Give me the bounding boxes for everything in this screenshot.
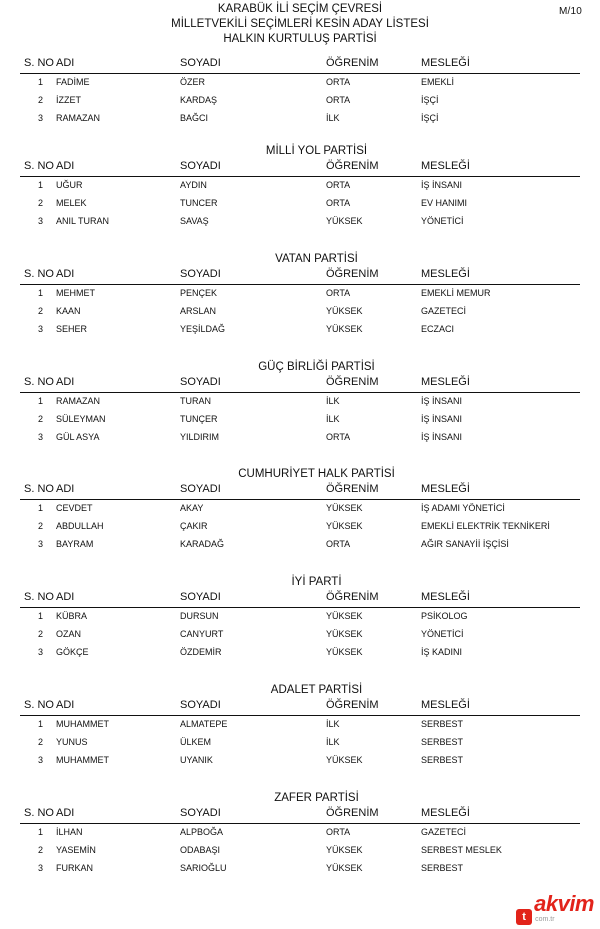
cell-no: 2 [38, 95, 44, 105]
party-title: ZAFER PARTİSİ [274, 792, 359, 804]
cell-ogrenim: YÜKSEK [326, 521, 363, 531]
watermark-text: akvim [534, 891, 594, 916]
party-title: MİLLİ YOL PARTİSİ [265, 145, 368, 157]
cell-adi: OZAN [56, 629, 82, 639]
cell-meslegi: ECZACI [421, 324, 455, 334]
table-row [20, 536, 580, 554]
cell-no: 2 [38, 845, 44, 855]
cell-meslegi: EV HANIMI [421, 198, 468, 208]
table-header-row [20, 698, 580, 716]
cell-meslegi: YÖNETİCİ [421, 216, 464, 226]
table-row [20, 285, 580, 303]
cell-adi: ANIL TURAN [56, 216, 110, 226]
column-header-adi: ADI [56, 699, 75, 711]
document-header [0, 2, 600, 47]
cell-soyadi: TUNÇER [180, 414, 218, 424]
cell-ogrenim: ORTA [326, 539, 351, 549]
table-row [20, 213, 580, 231]
cell-soyadi: ALPBOĞA [180, 827, 224, 837]
table-row [20, 608, 580, 626]
cell-soyadi: KARADAĞ [180, 539, 225, 549]
column-header-soyadi: SOYADI [180, 57, 221, 69]
cell-soyadi: BAĞCI [180, 113, 209, 123]
column-header-ogrenim: ÖĞRENİM [326, 807, 379, 819]
cell-no: 2 [38, 737, 44, 747]
cell-ogrenim: YÜKSEK [326, 306, 363, 316]
cell-ogrenim: YÜKSEK [326, 863, 363, 873]
cell-ogrenim: ORTA [326, 180, 351, 190]
cell-meslegi: İŞ KADINI [421, 647, 463, 657]
cell-meslegi: EMEKLİ ELEKTRİK TEKNİKERİ [421, 521, 550, 531]
cell-soyadi: ÖZER [180, 77, 206, 87]
table-row [20, 860, 580, 878]
column-header-ogrenim: ÖĞRENİM [326, 268, 379, 280]
cell-meslegi: SERBEST MESLEK [421, 845, 502, 855]
column-header-meslegi: MESLEĞİ [421, 591, 470, 603]
cell-meslegi: SERBEST [421, 755, 464, 765]
table-row [20, 177, 580, 195]
cell-meslegi: PSİKOLOG [421, 611, 468, 621]
column-header-meslegi: MESLEĞİ [421, 483, 470, 495]
cell-ogrenim: İLK [326, 737, 340, 747]
column-header-meslegi: MESLEĞİ [421, 376, 470, 388]
cell-ogrenim: YÜKSEK [326, 755, 363, 765]
party-section [20, 42, 580, 128]
header-line-2: MİLLETVEKİLİ SEÇİMLERİ KESİN ADAY LİSTESİ [171, 18, 429, 30]
cell-no: 2 [38, 306, 44, 316]
cell-ogrenim: İLK [326, 113, 340, 123]
table-header-row [20, 375, 580, 393]
cell-meslegi: İŞ ADAMI YÖNETİCİ [421, 503, 505, 513]
party-section [20, 466, 580, 554]
cell-meslegi: İŞ İNSANI [421, 396, 463, 406]
table-header-row [20, 267, 580, 285]
party-title: CUMHURİYET HALK PARTİSİ [238, 468, 395, 480]
cell-soyadi: TUNCER [180, 198, 218, 208]
cell-ogrenim: ORTA [326, 288, 351, 298]
party-section [20, 790, 580, 878]
cell-ogrenim: İLK [326, 719, 340, 729]
cell-no: 3 [38, 863, 44, 873]
cell-adi: FADİME [56, 77, 90, 87]
cell-no: 1 [38, 288, 44, 298]
column-header-no: S. NO [24, 699, 54, 711]
table-header-row [20, 56, 580, 74]
column-header-soyadi: SOYADI [180, 699, 221, 711]
cell-adi: CEVDET [56, 503, 93, 513]
cell-meslegi: GAZETECİ [421, 306, 467, 316]
cell-soyadi: AYDIN [180, 180, 207, 190]
table-row [20, 303, 580, 321]
header-line-3: HALKIN KURTULUŞ PARTİSİ [223, 33, 377, 45]
table-header-row [20, 806, 580, 824]
table-row [20, 321, 580, 339]
cell-soyadi: YEŞİLDAĞ [180, 324, 226, 334]
cell-adi: ABDULLAH [56, 521, 104, 531]
column-header-meslegi: MESLEĞİ [421, 807, 470, 819]
header-line-1: KARABÜK İLİ SEÇİM ÇEVRESİ [217, 3, 383, 15]
cell-no: 1 [38, 719, 44, 729]
watermark-sub: com.tr [535, 916, 555, 923]
cell-ogrenim: İLK [326, 396, 340, 406]
table-row [20, 195, 580, 213]
cell-adi: İZZET [56, 95, 81, 105]
cell-adi: SÜLEYMAN [56, 414, 106, 424]
column-header-no: S. NO [24, 268, 54, 280]
cell-meslegi: İŞ İNSANI [421, 414, 463, 424]
cell-ogrenim: ORTA [326, 77, 351, 87]
cell-meslegi: EMEKLİ [421, 77, 455, 87]
table-header-row [20, 482, 580, 500]
cell-meslegi: AĞIR SANAYİİ İŞÇİSİ [421, 539, 509, 549]
cell-soyadi: ÖZDEMİR [180, 647, 222, 657]
cell-no: 2 [38, 198, 44, 208]
party-section [20, 251, 580, 339]
cell-no: 2 [38, 629, 44, 639]
column-header-ogrenim: ÖĞRENİM [326, 591, 379, 603]
table-row [20, 644, 580, 662]
cell-adi: BAYRAM [56, 539, 94, 549]
cell-soyadi: UYANIK [180, 755, 213, 765]
cell-soyadi: DURSUN [180, 611, 219, 621]
column-header-adi: ADI [56, 160, 75, 172]
cell-adi: MELEK [56, 198, 87, 208]
column-header-ogrenim: ÖĞRENİM [326, 57, 379, 69]
column-header-adi: ADI [56, 591, 75, 603]
watermark-logo [516, 893, 594, 925]
cell-ogrenim: YÜKSEK [326, 629, 363, 639]
cell-soyadi: CANYURT [180, 629, 224, 639]
cell-meslegi: EMEKLİ MEMUR [421, 288, 491, 298]
cell-no: 1 [38, 77, 44, 87]
cell-ogrenim: ORTA [326, 432, 351, 442]
cell-no: 3 [38, 432, 44, 442]
column-header-no: S. NO [24, 57, 54, 69]
table-row [20, 110, 580, 128]
column-header-adi: ADI [56, 57, 75, 69]
column-header-adi: ADI [56, 807, 75, 819]
cell-meslegi: İŞÇİ [421, 95, 439, 105]
table-row [20, 734, 580, 752]
column-header-soyadi: SOYADI [180, 591, 221, 603]
column-header-no: S. NO [24, 483, 54, 495]
cell-ogrenim: YÜKSEK [326, 647, 363, 657]
table-row [20, 393, 580, 411]
cell-ogrenim: YÜKSEK [326, 611, 363, 621]
cell-no: 1 [38, 180, 44, 190]
party-title: GÜÇ BİRLİĞİ PARTİSİ [258, 361, 375, 373]
cell-meslegi: İŞ İNSANI [421, 432, 463, 442]
cell-adi: RAMAZAN [56, 396, 101, 406]
cell-soyadi: ARSLAN [180, 306, 217, 316]
party-title: VATAN PARTİSİ [275, 253, 358, 265]
party-title: İYİ PARTİ [291, 576, 342, 588]
cell-adi: MUHAMMET [56, 719, 109, 729]
table-row [20, 716, 580, 734]
column-header-adi: ADI [56, 268, 75, 280]
cell-adi: SEHER [56, 324, 88, 334]
cell-meslegi: SERBEST [421, 719, 464, 729]
party-section [20, 359, 580, 447]
cell-soyadi: KARDAŞ [180, 95, 218, 105]
cell-no: 2 [38, 414, 44, 424]
column-header-no: S. NO [24, 376, 54, 388]
cell-adi: YUNUS [56, 737, 88, 747]
column-header-soyadi: SOYADI [180, 807, 221, 819]
cell-adi: İLHAN [56, 827, 83, 837]
table-row [20, 500, 580, 518]
cell-meslegi: İŞ İNSANI [421, 180, 463, 190]
cell-meslegi: İŞÇİ [421, 113, 439, 123]
cell-adi: KÜBRA [56, 611, 88, 621]
cell-soyadi: PENÇEK [180, 288, 218, 298]
cell-adi: RAMAZAN [56, 113, 101, 123]
cell-ogrenim: İLK [326, 414, 340, 424]
cell-no: 3 [38, 324, 44, 334]
column-header-soyadi: SOYADI [180, 268, 221, 280]
cell-soyadi: ÜLKEM [180, 737, 212, 747]
cell-adi: MEHMET [56, 288, 95, 298]
cell-soyadi: YILDIRIM [180, 432, 220, 442]
table-row [20, 429, 580, 447]
table-header-row [20, 590, 580, 608]
table-row [20, 752, 580, 770]
party-section [20, 574, 580, 662]
cell-ogrenim: YÜKSEK [326, 216, 363, 226]
cell-meslegi: GAZETECİ [421, 827, 467, 837]
column-header-soyadi: SOYADI [180, 160, 221, 172]
cell-adi: GÖKÇE [56, 647, 89, 657]
cell-adi: GÜL ASYA [56, 432, 100, 442]
cell-adi: UĞUR [56, 180, 83, 190]
table-row [20, 842, 580, 860]
cell-soyadi: TURAN [180, 396, 211, 406]
cell-ogrenim: YÜKSEK [326, 845, 363, 855]
cell-soyadi: SAVAŞ [180, 216, 209, 226]
column-header-meslegi: MESLEĞİ [421, 268, 470, 280]
cell-no: 1 [38, 396, 44, 406]
column-header-adi: ADI [56, 483, 75, 495]
party-title: ADALET PARTİSİ [270, 684, 363, 696]
table-row [20, 626, 580, 644]
column-header-no: S. NO [24, 591, 54, 603]
watermark-badge: t [516, 909, 532, 925]
cell-no: 1 [38, 827, 44, 837]
column-header-soyadi: SOYADI [180, 376, 221, 388]
cell-soyadi: ÇAKIR [180, 521, 208, 531]
cell-no: 3 [38, 113, 44, 123]
column-header-meslegi: MESLEĞİ [421, 699, 470, 711]
table-header-row [20, 159, 580, 177]
cell-meslegi: YÖNETİCİ [421, 629, 464, 639]
cell-soyadi: SARIOĞLU [180, 863, 227, 873]
cell-soyadi: ALMATEPE [180, 719, 228, 729]
column-header-ogrenim: ÖĞRENİM [326, 483, 379, 495]
column-header-soyadi: SOYADI [180, 483, 221, 495]
column-header-ogrenim: ÖĞRENİM [326, 160, 379, 172]
cell-adi: YASEMİN [56, 845, 96, 855]
cell-no: 3 [38, 647, 44, 657]
table-row [20, 74, 580, 92]
table-row [20, 411, 580, 429]
table-row [20, 92, 580, 110]
cell-ogrenim: YÜKSEK [326, 503, 363, 513]
cell-no: 2 [38, 521, 44, 531]
cell-soyadi: AKAY [180, 503, 204, 513]
column-header-ogrenim: ÖĞRENİM [326, 699, 379, 711]
cell-adi: FURKAN [56, 863, 94, 873]
table-row [20, 824, 580, 842]
cell-adi: KAAN [56, 306, 81, 316]
column-header-no: S. NO [24, 807, 54, 819]
party-section [20, 143, 580, 231]
cell-soyadi: ODABAŞI [180, 845, 221, 855]
cell-meslegi: SERBEST [421, 737, 464, 747]
cell-meslegi: SERBEST [421, 863, 464, 873]
party-section [20, 682, 580, 770]
cell-no: 3 [38, 216, 44, 226]
cell-no: 1 [38, 503, 44, 513]
cell-adi: MUHAMMET [56, 755, 109, 765]
cell-ogrenim: ORTA [326, 198, 351, 208]
column-header-ogrenim: ÖĞRENİM [326, 376, 379, 388]
page-code: M/10 [558, 6, 582, 17]
column-header-meslegi: MESLEĞİ [421, 160, 470, 172]
cell-no: 3 [38, 755, 44, 765]
column-header-adi: ADI [56, 376, 75, 388]
cell-ogrenim: ORTA [326, 827, 351, 837]
column-header-meslegi: MESLEĞİ [421, 57, 470, 69]
cell-no: 3 [38, 539, 44, 549]
cell-no: 1 [38, 611, 44, 621]
table-row [20, 518, 580, 536]
cell-ogrenim: ORTA [326, 95, 351, 105]
cell-ogrenim: YÜKSEK [326, 324, 363, 334]
column-header-no: S. NO [24, 160, 54, 172]
